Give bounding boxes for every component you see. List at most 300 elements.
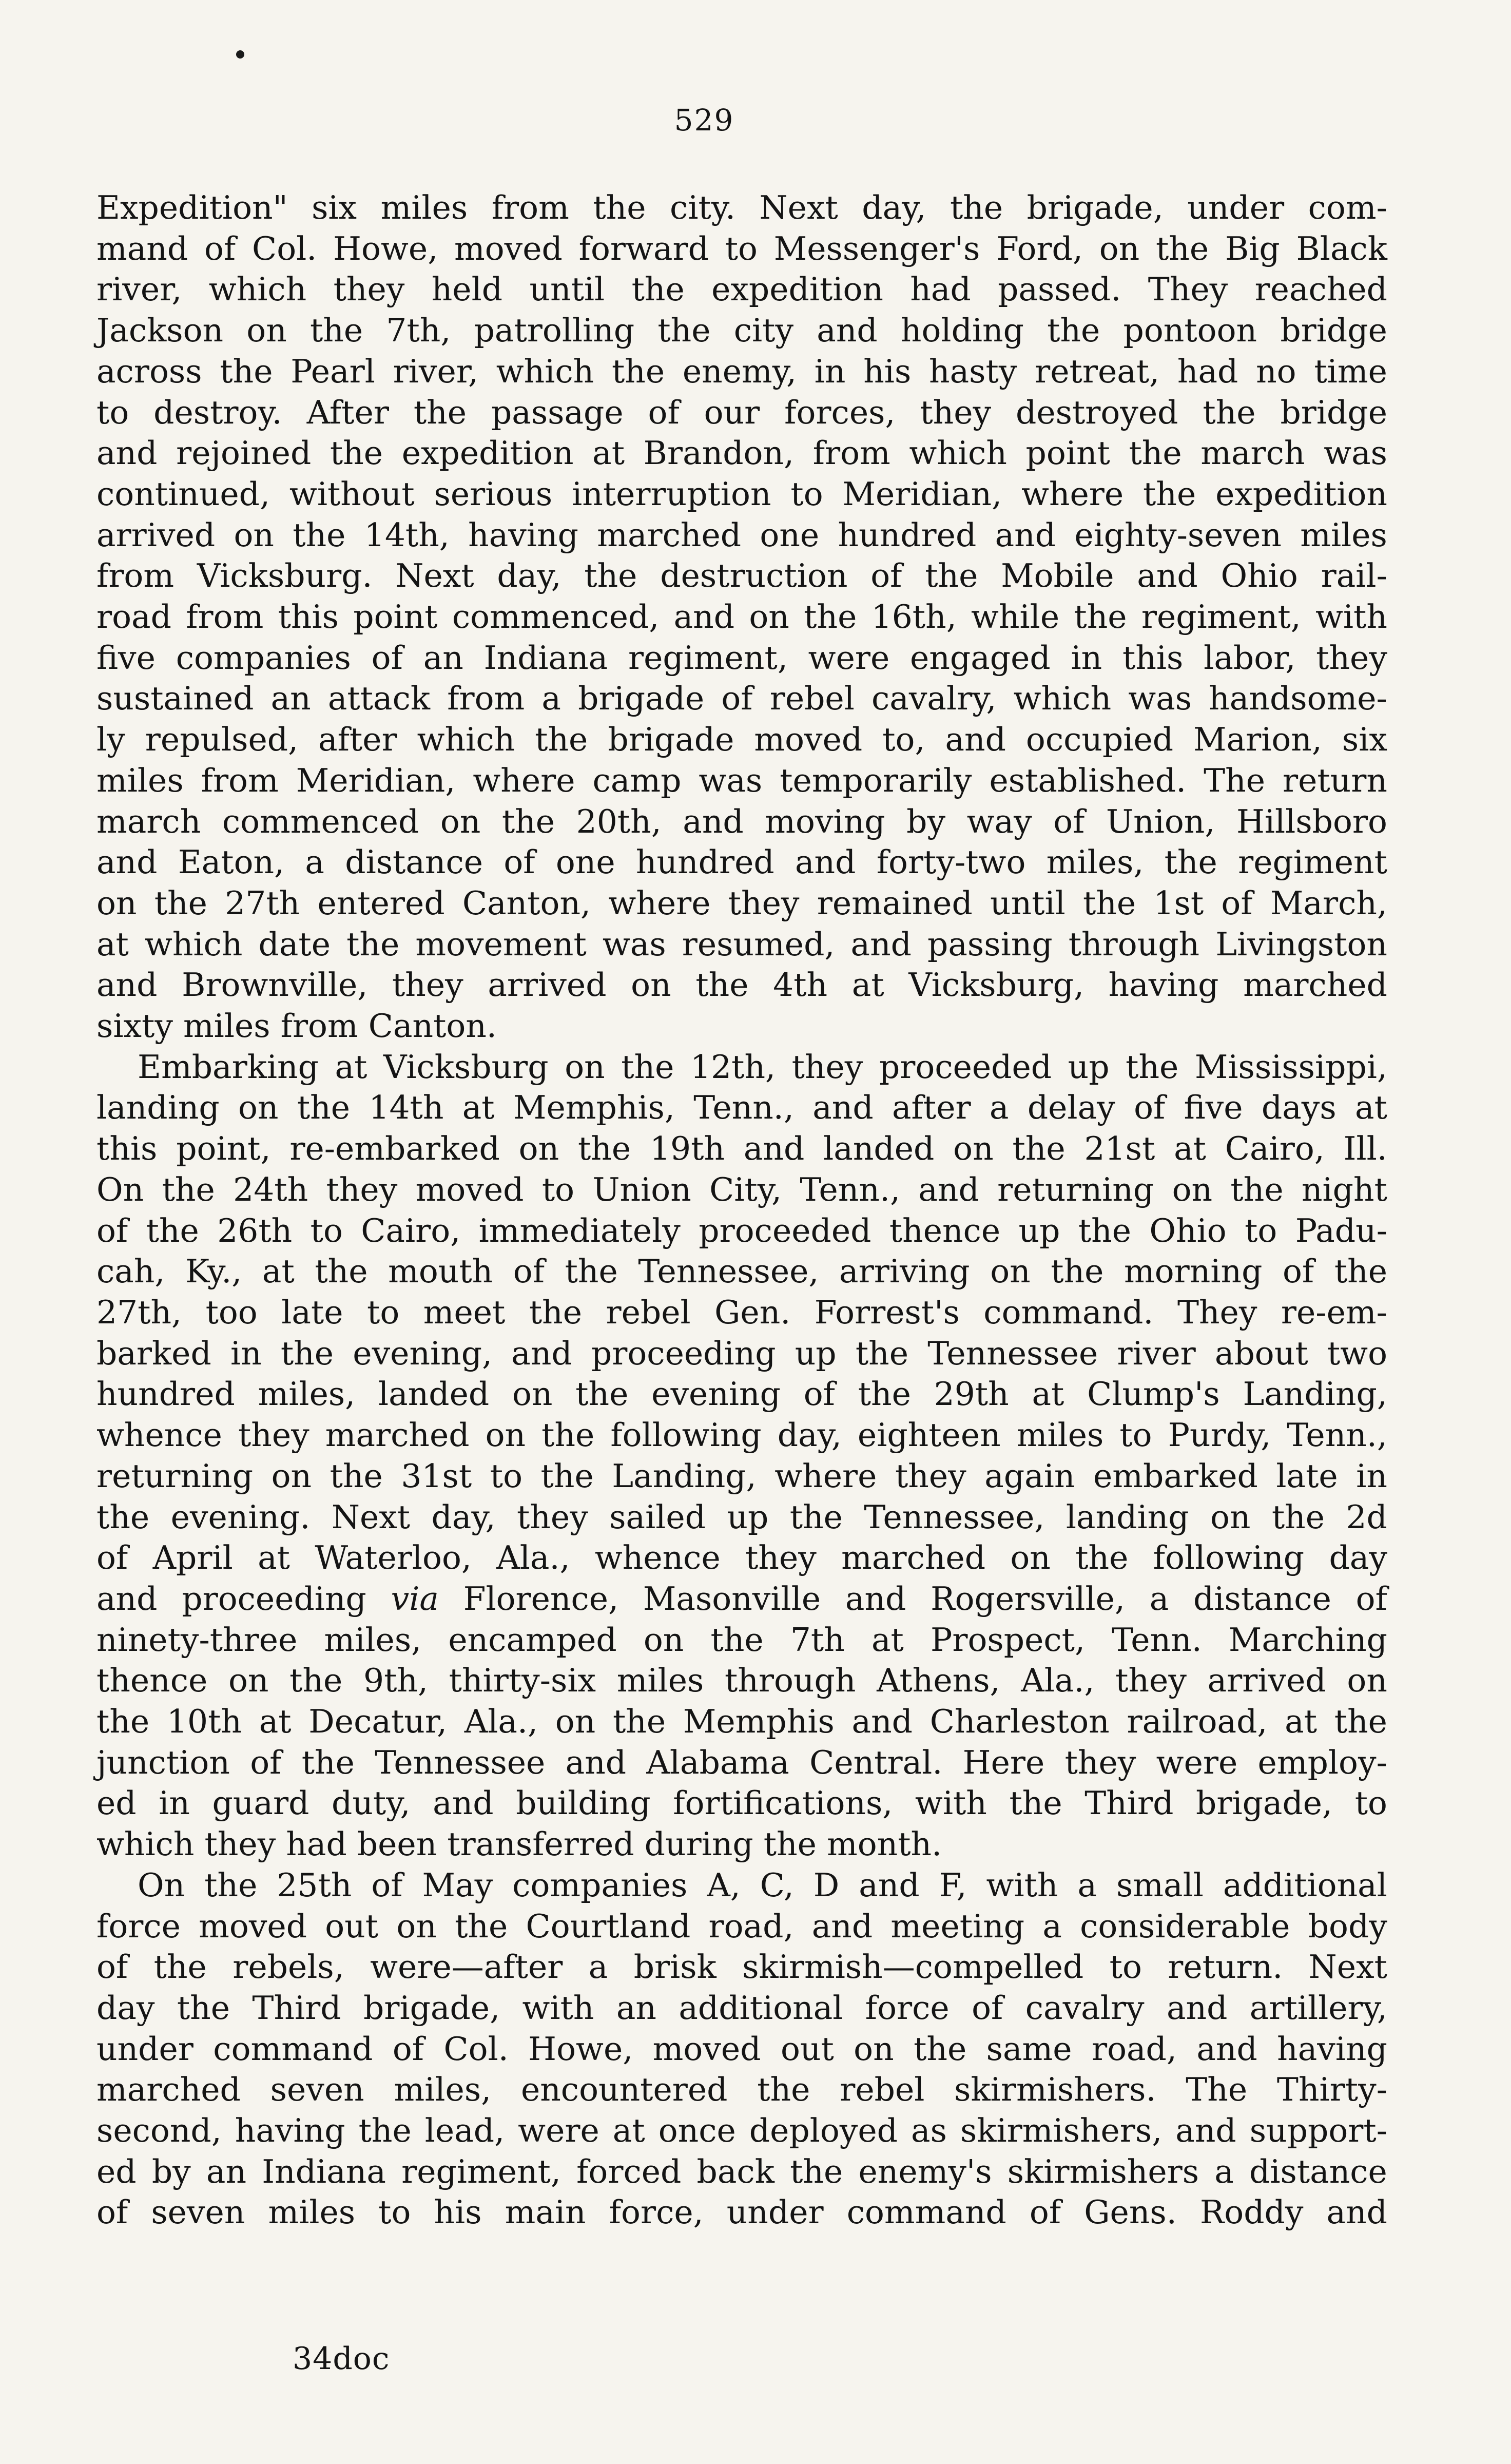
word: 29th [934,1375,1009,1413]
word: and [96,434,158,472]
word: 25th [277,1866,352,1904]
word: command [213,2030,373,2068]
word: and [1166,1989,1228,2027]
word: the [1143,475,1196,513]
word: rebel [840,2071,925,2109]
word: Jackson [96,312,224,350]
word: encamped [448,1621,617,1659]
word: the [621,1048,674,1086]
word: where [473,761,575,799]
word: marched [325,1416,470,1454]
word: our [704,393,760,431]
word: were—after [370,1948,563,1986]
word: brigade [578,680,705,718]
word: Marching [1228,1621,1387,1659]
word: to [725,229,758,267]
word: remained [817,884,973,922]
text-line [96,392,1387,433]
word: Decatur, [308,1703,448,1741]
word: in [1071,639,1102,677]
word: railroad, [1127,1703,1268,1741]
word: On [96,1170,144,1208]
word: the [1075,1539,1129,1577]
word: from [491,189,569,226]
word: which [909,434,1007,472]
word: where [1021,475,1124,513]
word: which [144,925,243,963]
word: arrived [1207,1662,1326,1700]
word: distance [345,843,483,881]
word: and [851,1703,913,1741]
word: the [855,1334,909,1372]
word: re-embarked [289,1130,500,1168]
word: up [1018,1211,1060,1249]
word: day, [431,1498,496,1536]
word: was [1324,434,1387,472]
text-line [96,1620,1387,1661]
word: from [812,434,890,472]
word: established. [989,761,1187,799]
word: to [490,1457,522,1495]
word: at [462,1089,495,1127]
word: and [96,966,158,1004]
word: of [648,393,680,431]
word: May [422,1866,493,1904]
word: the [162,1170,215,1208]
word: of [1029,2193,1061,2231]
word: this [1122,639,1184,677]
word: eighty-seven [1074,516,1282,554]
word: passage [491,393,624,431]
word: landing [96,1089,220,1127]
word: Here [962,1743,1045,1781]
word: on [518,1130,559,1168]
word: having [235,2112,345,2150]
text-line [96,760,1387,801]
word: day, [862,189,926,226]
word: March, [1270,884,1387,922]
word: of [1355,1580,1387,1618]
word: two [1327,1334,1387,1372]
word: the [540,1457,594,1495]
word: on [238,1089,279,1127]
word: at [851,966,884,1004]
word: and [1175,2112,1236,2150]
word: Athens, [877,1662,1000,1700]
word: Florence, [463,1580,619,1618]
word: on [1347,1662,1387,1700]
word: the [146,1211,199,1249]
word: proceeding [182,1580,366,1618]
word: Rogersville, [931,1580,1125,1618]
word: the [1129,434,1182,472]
text-line [96,1128,1387,1169]
word: this [96,1130,158,1168]
text-line [96,1947,1387,1988]
word: on [96,884,137,922]
word: river, [393,352,478,390]
word: Third [1084,1784,1174,1822]
word: the [1334,1703,1387,1741]
word: commenced [222,802,419,840]
word: they [728,884,800,922]
word: moved [652,2030,761,2068]
word: companies [176,639,351,677]
word: marched [1243,966,1387,1004]
word: of [96,2193,128,2231]
word: a [305,843,324,881]
word: Indiana [483,639,608,677]
word: was [699,761,763,799]
word: the [1126,1048,1179,1086]
word: Ky., [185,1253,242,1291]
word: from [447,680,525,718]
word: the [1047,312,1100,350]
word: Forrest's [814,1293,960,1331]
word: Tenn., [800,1170,901,1208]
word: duty, [332,1784,411,1822]
word: Messenger's [773,229,980,267]
word: days [1261,1089,1336,1127]
word: Livingston [1215,925,1387,963]
word: the [310,312,363,350]
word: by [151,2152,191,2190]
word: until [529,271,605,309]
word: moved [415,1170,524,1208]
word: ed [96,1784,137,1822]
word: from [96,557,175,595]
word: through [725,1662,856,1700]
word: the [455,1907,508,1945]
word: day, [777,1416,842,1454]
word: the [575,1375,629,1413]
word: Cairo, [1225,1130,1325,1168]
text-line: sixty miles from Canton. [96,1007,497,1045]
word: were [1156,1743,1238,1781]
text-line [96,187,1387,228]
word: they [1064,1743,1136,1781]
word: Meridian, [296,761,456,799]
word: whence [594,1539,721,1577]
word: resumed, [682,925,835,963]
word: to [1354,1784,1387,1822]
word: 16th, [871,598,957,636]
text-line [96,433,1387,474]
word: his [434,2193,482,2231]
word: the [1334,1253,1387,1291]
word: return [1282,761,1387,799]
word: were [808,639,890,677]
word: force [96,1907,181,1945]
word: Tennessee [927,1334,1098,1372]
word: on [953,1130,994,1168]
word: point [1025,434,1110,472]
text-line [96,1742,1387,1783]
word: Ala., [464,1703,538,1741]
word: the [858,1375,911,1413]
word: 26th [217,1211,293,1249]
word: Padu- [1295,1211,1387,1249]
word: seven [270,2071,364,2109]
text-line [96,801,1387,842]
word: 31st [401,1457,472,1495]
word: the [346,925,400,963]
word: on [1172,1170,1213,1208]
word: 14th [369,1089,444,1127]
word: additional [1223,1866,1387,1904]
word: Third [252,1989,341,2027]
word: was [1128,680,1192,718]
word: the [535,721,588,759]
word: expedition [401,434,574,472]
word: deployed [749,2112,898,2150]
word: Indiana [262,2152,386,2190]
word: late [281,1293,343,1331]
word: Ala., [1021,1662,1095,1700]
word: passed. [998,271,1121,309]
word: river [1117,1334,1196,1372]
word: regiment, [1141,598,1301,636]
word: of [803,1375,835,1413]
word: Tennessee [375,1743,546,1781]
word: Cairo, [361,1211,461,1249]
word: and [945,721,1006,759]
word: of [250,1743,282,1781]
word: Howe, [333,229,438,267]
word: had [1177,352,1238,390]
word: the [1078,1211,1131,1249]
word: the [577,1130,631,1168]
word: same [986,2030,1072,2068]
word: considerable [1080,1907,1290,1945]
word: the [96,1703,150,1741]
word: a [989,1089,1009,1127]
word: Ala., [496,1539,570,1577]
word: this [278,598,339,636]
word: the [204,1866,258,1904]
word: Ohio [1149,1211,1227,1249]
word: miles [268,2193,356,2231]
word: evening, [353,1334,493,1372]
word: and [1196,2030,1257,2068]
word: 9th, [363,1662,428,1700]
word: building [516,1784,651,1822]
word: cavalry [1025,1989,1145,2027]
word: cavalry, [871,680,997,718]
word: rebel [606,1293,691,1331]
word: City, [709,1170,782,1208]
word: thence [96,1662,208,1700]
word: point, [176,1130,271,1168]
word: on [555,1703,596,1741]
word: on [1010,1539,1051,1577]
word: night [1301,1170,1387,1208]
word: which [496,352,594,390]
word: reached [1254,271,1387,309]
word: and [795,843,856,881]
word: Memphis [683,1703,835,1741]
word: interruption [572,475,771,513]
text-line [96,2151,1387,2192]
word: sustained [96,680,254,718]
text-line [96,1456,1387,1497]
word: Next [331,1498,411,1536]
word: Tennessee, [638,1253,819,1291]
word: the [529,1293,582,1331]
word: river, [96,271,182,309]
word: once [658,2112,736,2150]
word: a [1214,2152,1234,2190]
word: Pearl [290,352,375,390]
word: on [1210,1498,1251,1536]
word: and [859,1866,920,1904]
word: Memphis, [513,1089,675,1127]
word: at [259,1703,292,1741]
word: Gens. [1084,2193,1177,2231]
word: way [966,802,1032,840]
word: the [330,1457,383,1495]
word: distance [1193,1580,1331,1618]
word: arriving [839,1253,970,1291]
word: the [631,271,685,309]
word: brisk [633,1948,716,1986]
word: Meridian, [842,475,1002,513]
word: Next [759,189,838,226]
word: proceeded [879,1048,1052,1086]
word: brigade, [1026,189,1164,226]
word: the [611,352,665,390]
word: miles, [1046,843,1144,881]
page-number: 529 [674,103,734,138]
word: at [262,1253,295,1291]
word: Tenn., [693,1089,794,1127]
word: following [610,1416,762,1454]
text-line [96,924,1387,965]
word: on [1099,229,1140,267]
word: the [710,1621,764,1659]
word: the [413,393,467,431]
word: destroyed [1016,393,1178,431]
word: Thirty- [1276,2071,1387,2109]
word: pontoon [1123,312,1257,350]
word: miles, [324,1621,422,1659]
word: rebel [769,680,855,718]
word: Charleston [929,1703,1110,1741]
word: they [920,393,992,431]
word: with [522,1989,594,2027]
word: Black [1296,229,1387,267]
word: The [1186,2071,1248,2109]
word: date [258,925,331,963]
word: skirmishers [1007,2152,1199,2190]
word: which [417,721,515,759]
word: miles [380,189,468,226]
word: to [310,1211,343,1249]
word: on [228,1662,269,1700]
word: under [726,2193,824,2231]
text-line [96,1374,1387,1415]
word: and [918,1170,979,1208]
word: a [1042,1907,1062,1945]
word: rebels, [233,1948,344,1986]
word: April [152,1539,233,1577]
word: handsome- [1209,680,1387,718]
word: Central. [809,1743,943,1781]
word: on [234,516,274,554]
word: Alabama [646,1743,789,1781]
word: the [301,1743,355,1781]
word: the [1271,1498,1325,1536]
word: serious [434,475,553,513]
text-line [96,1251,1387,1292]
word: body [1308,1907,1387,1945]
word: miles, [394,2071,492,2109]
word: was [602,925,666,963]
word: time [1314,352,1387,390]
word: destruction [660,557,848,595]
word: to [790,475,823,513]
word: with [986,1866,1058,1904]
word: which [208,271,307,309]
word: 2d [1346,1498,1387,1536]
word: of [96,1948,128,1986]
word: an [616,1989,656,2027]
word: brigade [608,721,734,759]
word: where [608,884,711,922]
word: force, [609,2193,704,2231]
word: the [593,189,646,226]
word: at [1285,1703,1318,1741]
word: landing [1066,1498,1189,1536]
word: with [915,1784,987,1822]
word: at [1174,1130,1207,1168]
word: moving [765,802,885,840]
word: road, [1091,2030,1177,2068]
text-line [96,638,1387,679]
word: After [306,393,389,431]
word: of [371,639,403,677]
word: command. [983,1293,1154,1331]
text-line [96,719,1387,760]
word: of [96,1211,128,1249]
word: of [1053,802,1085,840]
word: too [205,1293,258,1331]
word: Landing, [1243,1375,1387,1413]
word: junction [96,1743,230,1781]
word: and [811,1907,873,1945]
word: additional [679,1989,843,2027]
word: distance [1249,2152,1387,2190]
word: of [721,680,753,718]
word: they [1316,639,1387,677]
word: commenced, [452,598,660,636]
word: of [204,229,236,267]
word: out [325,1907,379,1945]
word: to [378,2193,411,2231]
word: to [1109,1948,1142,1986]
word: they [326,1170,398,1208]
word: Ford, [996,229,1083,267]
text-line [96,1333,1387,1374]
word: after [318,721,397,759]
word: arrived [488,966,607,1004]
word: Eaton, [178,843,285,881]
word: forced [576,2152,682,2190]
word: and [1326,2193,1387,2231]
word: F, [939,1866,967,1904]
word: retreat, [1035,352,1160,390]
word: march [1200,434,1305,472]
